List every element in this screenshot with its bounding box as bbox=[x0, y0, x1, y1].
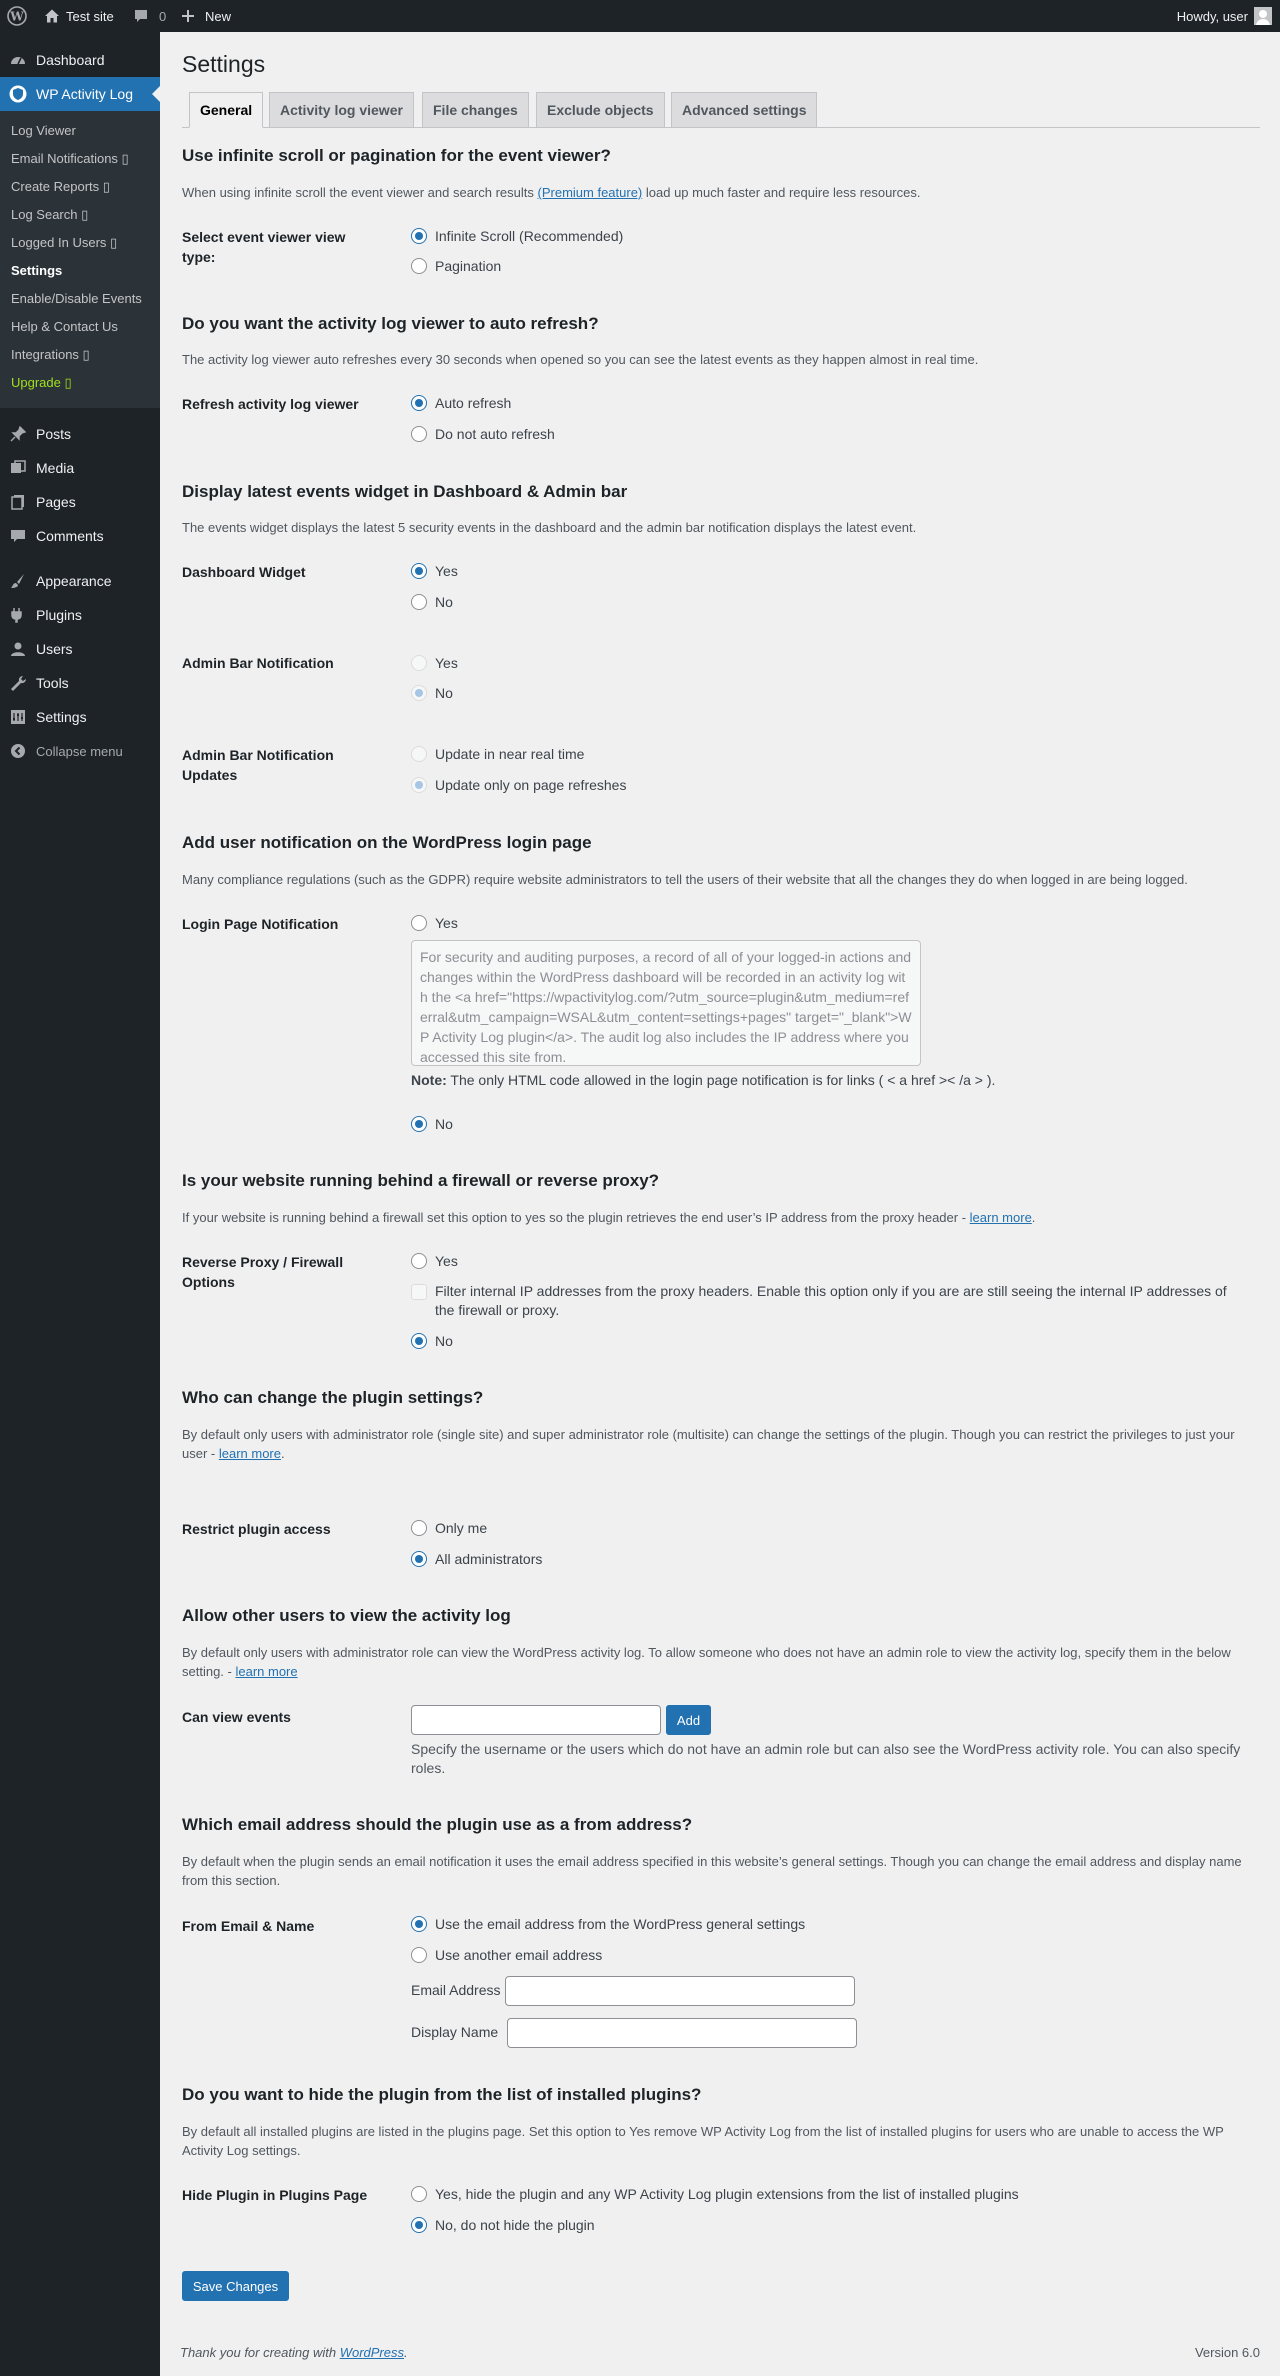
menu-tools[interactable] bbox=[0, 666, 160, 700]
radio-button[interactable] bbox=[411, 1253, 427, 1269]
menu-settings[interactable] bbox=[0, 700, 160, 734]
radio-button[interactable] bbox=[411, 594, 427, 610]
submenu-enable-disable-events[interactable]: Enable/Disable Events bbox=[11, 291, 142, 306]
option-all-administrators[interactable] bbox=[411, 1549, 542, 1569]
section-heading-login: Add user notification on the WordPress login page bbox=[182, 833, 592, 852]
add-user-button[interactable]: Add bbox=[666, 1705, 711, 1735]
option-label: All administrators bbox=[435, 1551, 543, 1567]
option-proxy-no[interactable] bbox=[411, 1331, 453, 1351]
menu-label: Settings bbox=[36, 709, 87, 725]
option-update-page-refresh bbox=[411, 775, 626, 795]
comments-count: 0 bbox=[159, 8, 167, 24]
tab-activity-log-viewer[interactable]: Activity log viewer bbox=[269, 92, 414, 128]
section-desc-login: Many compliance regulations (such as the GDPR) require website administrators to tell the users of their website that all the changes they do when logged in are being logged. bbox=[182, 872, 1188, 887]
new-content-link[interactable] bbox=[181, 0, 231, 32]
option-label: Do not auto refresh bbox=[435, 426, 555, 442]
option-only-me[interactable] bbox=[411, 1518, 487, 1538]
option-label: No bbox=[435, 685, 453, 701]
option-pagination[interactable] bbox=[411, 256, 501, 276]
label-from-email: From Email & Name bbox=[182, 1918, 315, 1934]
radio-button[interactable] bbox=[411, 426, 427, 442]
settings-icon bbox=[0, 708, 36, 726]
radio-button[interactable] bbox=[411, 1947, 427, 1963]
tab-advanced-settings[interactable]: Advanced settings bbox=[671, 92, 817, 128]
option-label: Infinite Scroll (Recommended) bbox=[435, 228, 624, 244]
radio-button bbox=[411, 746, 427, 762]
section-heading-refresh: Do you want the activity log viewer to auto refresh? bbox=[182, 314, 599, 333]
section-desc-proxy bbox=[182, 1208, 1242, 1227]
pin-icon bbox=[0, 425, 36, 443]
footer-version: Version 6.0 bbox=[1194, 2345, 1260, 2360]
option-another-email[interactable] bbox=[411, 1945, 602, 1965]
can-view-events-input[interactable] bbox=[411, 1705, 661, 1735]
desc-text: . bbox=[280, 1446, 285, 1461]
admin-bar bbox=[0, 0, 1280, 32]
collapse-menu-button[interactable] bbox=[0, 734, 160, 768]
section-desc-access bbox=[182, 1425, 1242, 1463]
desc-text: By default only users with administrator role can view the WordPress activity log. To allow someone who does not have an admin role to view the activity log, specify them in the below setting. - bbox=[182, 1645, 1231, 1679]
radio-button[interactable] bbox=[411, 1333, 427, 1349]
radio-button[interactable] bbox=[411, 1520, 427, 1536]
site-name-link[interactable] bbox=[44, 0, 114, 32]
note-text: The only HTML code allowed in the login page notification is for links ( < a href >< /a > ). bbox=[446, 1072, 996, 1088]
tab-general[interactable]: General bbox=[189, 92, 263, 128]
menu-label: Plugins bbox=[36, 607, 82, 623]
plus-icon bbox=[181, 9, 195, 23]
label-admin-bar-updates: Admin Bar Notification Updates bbox=[182, 747, 334, 783]
menu-label: Tools bbox=[36, 675, 69, 691]
menu-appearance[interactable] bbox=[0, 564, 160, 598]
menu-label: Dashboard bbox=[36, 52, 105, 68]
menu-label: Users bbox=[36, 641, 73, 657]
menu-label: Media bbox=[36, 460, 75, 476]
section-desc-view bbox=[182, 1643, 1242, 1681]
section-desc-email: By default when the plugin sends an email notification it uses the email address specified in this website’s general settings. Though you can change the email address and display name from this section. bbox=[182, 1854, 1242, 1888]
dashboard-icon bbox=[0, 51, 36, 69]
tab-file-changes[interactable]: File changes bbox=[422, 92, 529, 128]
option-label: Update only on page refreshes bbox=[435, 777, 627, 793]
option-dashboard-yes[interactable] bbox=[411, 561, 458, 581]
label-admin-bar-notification: Admin Bar Notification bbox=[182, 655, 334, 671]
menu-label: WP Activity Log bbox=[36, 86, 134, 102]
plug-icon bbox=[0, 606, 36, 624]
wrench-icon bbox=[0, 674, 36, 692]
radio-button[interactable] bbox=[411, 1551, 427, 1567]
menu-comments[interactable] bbox=[0, 519, 160, 553]
footer-text: Thank you for creating with bbox=[180, 2345, 340, 2360]
label-restrict-access: Restrict plugin access bbox=[182, 1521, 331, 1537]
home-icon bbox=[44, 8, 60, 24]
desc-text: . bbox=[1031, 1210, 1036, 1225]
email-address-label: Email Address bbox=[411, 1982, 501, 1998]
submenu-email-notifications[interactable]: Email Notifications ▯ bbox=[11, 151, 129, 166]
label-reverse-proxy: Reverse Proxy / Firewall Options bbox=[182, 1254, 344, 1290]
display-name-label: Display Name bbox=[411, 2024, 499, 2040]
email-address-input[interactable] bbox=[505, 1976, 855, 2006]
site-name-text: Test site bbox=[66, 8, 114, 24]
option-label: No bbox=[435, 594, 453, 610]
comments-link[interactable] bbox=[133, 0, 166, 32]
radio-button[interactable] bbox=[411, 1916, 427, 1932]
footer-text: . bbox=[404, 2345, 408, 2360]
login-notification-textarea: For security and auditing purposes, a record of all of your logged-in actions and changes within the WordPress dashboard will be recorded in an activity log with the <a href="https://wpactivitylog.com/?utm_source=plugin&utm_medium=referral&utm_campaign=WSAL&utm_content=settings+pages" target="_blank">WP Activity Log plugin</a>. The audit log also includes the IP address where you accessed this site from. bbox=[411, 940, 921, 1066]
save-changes-button[interactable]: Save Changes bbox=[182, 2271, 289, 2301]
option-dashboard-no[interactable] bbox=[411, 592, 453, 612]
radio-button[interactable] bbox=[411, 258, 427, 274]
menu-users[interactable] bbox=[0, 632, 160, 666]
section-heading-view: Allow other users to view the activity log bbox=[182, 1606, 511, 1625]
label-login-notification: Login Page Notification bbox=[182, 916, 339, 932]
collapse-arrow-icon bbox=[0, 743, 36, 759]
menu-label: Pages bbox=[36, 494, 76, 510]
radio-button[interactable] bbox=[411, 915, 427, 931]
desc-text: If your website is running behind a firewall set this option to yes so the plugin retrieves the end user’s IP address from the proxy header - bbox=[182, 1210, 970, 1225]
avatar bbox=[1254, 7, 1272, 25]
option-label: No, do not hide the plugin bbox=[435, 2217, 595, 2233]
radio-button[interactable] bbox=[411, 563, 427, 579]
section-desc-hide: By default all installed plugins are listed in the plugins page. Set this option to Yes remove WP Activity Log from the list of installed plugins for users who are unable to access the WP Activity Log settings. bbox=[182, 2124, 1224, 2158]
brush-icon bbox=[0, 572, 36, 590]
menu-media[interactable] bbox=[0, 451, 160, 485]
submenu-integrations[interactable]: Integrations ▯ bbox=[11, 347, 90, 362]
radio-button[interactable] bbox=[411, 395, 427, 411]
desc-text: When using infinite scroll the event viewer and search results bbox=[182, 185, 538, 200]
note-label: Note: bbox=[411, 1072, 447, 1088]
submenu-settings[interactable]: Settings bbox=[11, 263, 63, 278]
menu-plugins[interactable] bbox=[0, 598, 160, 632]
submenu-help-contact[interactable]: Help & Contact Us bbox=[11, 319, 118, 334]
option-label: Auto refresh bbox=[435, 395, 512, 411]
label-can-view-events: Can view events bbox=[182, 1709, 291, 1725]
option-label: Update in near real time bbox=[435, 746, 585, 762]
option-hide-plugin-yes[interactable] bbox=[411, 2184, 1019, 2204]
wordpress-logo-icon[interactable] bbox=[7, 0, 27, 32]
section-heading-hide: Do you want to hide the plugin from the list of installed plugins? bbox=[182, 2085, 702, 2104]
display-name-input[interactable] bbox=[507, 2018, 857, 2048]
option-label: No bbox=[435, 1333, 453, 1349]
footer-thanks bbox=[180, 2345, 408, 2360]
option-label: Yes bbox=[435, 655, 458, 671]
checkbox bbox=[411, 1284, 427, 1300]
submenu-create-reports[interactable]: Create Reports ▯ bbox=[11, 179, 110, 194]
page-title: Settings bbox=[182, 51, 266, 77]
option-auto-refresh[interactable] bbox=[411, 393, 511, 413]
section-heading-scroll: Use infinite scroll or pagination for the event viewer? bbox=[182, 146, 611, 165]
premium-feature-link[interactable]: (Premium feature) bbox=[537, 185, 643, 200]
activity-log-icon bbox=[0, 84, 36, 104]
menu-label: Posts bbox=[36, 426, 72, 442]
pages-icon bbox=[0, 493, 36, 511]
radio-button bbox=[411, 685, 427, 701]
option-proxy-yes[interactable] bbox=[411, 1251, 458, 1271]
access-learn-more-link[interactable]: learn more bbox=[218, 1446, 281, 1461]
comments-icon bbox=[0, 527, 36, 545]
my-account-link[interactable] bbox=[1177, 0, 1272, 32]
option-wp-general-email[interactable] bbox=[411, 1914, 805, 1934]
option-no-auto-refresh[interactable] bbox=[411, 424, 555, 444]
option-label: Yes bbox=[435, 1253, 458, 1269]
option-adminbar-yes bbox=[411, 653, 458, 673]
section-heading-email: Which email address should the plugin use as a from address? bbox=[182, 1815, 693, 1834]
option-label: Yes bbox=[435, 563, 458, 579]
option-label: Only me bbox=[435, 1520, 488, 1536]
option-adminbar-no bbox=[411, 683, 453, 703]
menu-label: Comments bbox=[36, 528, 104, 544]
collapse-label: Collapse menu bbox=[36, 743, 123, 759]
option-label: Use the email address from the WordPress general settings bbox=[435, 1916, 806, 1932]
label-view-type: Select event viewer view type: bbox=[182, 229, 346, 265]
users-icon bbox=[0, 640, 36, 658]
submenu-log-viewer[interactable]: Log Viewer bbox=[11, 123, 76, 138]
radio-button[interactable] bbox=[411, 228, 427, 244]
menu-pages[interactable] bbox=[0, 485, 160, 519]
section-heading-proxy: Is your website running behind a firewall or reverse proxy? bbox=[182, 1171, 660, 1190]
radio-button bbox=[411, 777, 427, 793]
submenu-logged-in-users[interactable]: Logged In Users ▯ bbox=[11, 235, 118, 250]
label-hide-plugin: Hide Plugin in Plugins Page bbox=[182, 2187, 368, 2203]
admin-sidebar bbox=[0, 32, 160, 2376]
section-desc-scroll bbox=[182, 183, 1242, 202]
wordpress-link[interactable]: WordPress bbox=[339, 2345, 404, 2360]
menu-label: Appearance bbox=[36, 573, 112, 589]
desc-text: By default only users with administrator role (single site) and super administrator role (multisite) can change the settings of the plugin. Though you can restrict the privileges to just your user - bbox=[182, 1427, 1235, 1461]
desc-text: load up much faster and require less resources. bbox=[642, 185, 921, 200]
can-view-help-text: Specify the username or the users which do not have an admin role but can also see the WordPress activity role. You can also specify roles. bbox=[411, 1741, 1241, 1776]
media-icon bbox=[0, 459, 36, 477]
radio-button bbox=[411, 655, 427, 671]
option-label: Yes, hide the plugin and any WP Activity Log plugin extensions from the list of installed plugins bbox=[435, 2186, 1019, 2202]
new-label: New bbox=[205, 8, 232, 24]
view-learn-more-link[interactable]: learn more bbox=[235, 1664, 298, 1679]
radio-button[interactable] bbox=[411, 1116, 427, 1132]
menu-dashboard[interactable] bbox=[0, 43, 160, 77]
option-update-realtime bbox=[411, 744, 584, 764]
comment-bubble-icon bbox=[133, 8, 149, 24]
option-label: No bbox=[435, 1116, 453, 1132]
login-html-note bbox=[411, 1072, 995, 1088]
howdy-text: Howdy, user bbox=[1176, 8, 1248, 24]
label-refresh: Refresh activity log viewer bbox=[182, 396, 359, 412]
option-infinite-scroll[interactable] bbox=[411, 226, 623, 246]
activity-log-submenu bbox=[0, 111, 160, 408]
option-label: Yes bbox=[435, 915, 458, 931]
proxy-learn-more-link[interactable]: learn more bbox=[969, 1210, 1032, 1225]
option-label: Pagination bbox=[435, 258, 502, 274]
submenu-upgrade[interactable]: Upgrade ▯ bbox=[11, 375, 72, 390]
radio-button[interactable] bbox=[411, 2186, 427, 2202]
option-filter-internal-ip bbox=[411, 1282, 1246, 1320]
submenu-log-search[interactable]: Log Search ▯ bbox=[11, 207, 89, 222]
svg-text:W: W bbox=[10, 9, 24, 24]
section-desc-refresh: The activity log viewer auto refreshes every 30 seconds when opened so you can see the latest events as they happen almost in real time. bbox=[182, 352, 979, 367]
label-dashboard-widget: Dashboard Widget bbox=[182, 564, 306, 580]
tab-exclude-objects[interactable]: Exclude objects bbox=[536, 92, 665, 128]
radio-button[interactable] bbox=[411, 2217, 427, 2233]
menu-wp-activity-log[interactable] bbox=[0, 77, 160, 111]
option-hide-plugin-no[interactable] bbox=[411, 2215, 595, 2235]
section-desc-widget: The events widget displays the latest 5 security events in the dashboard and the admin bar notification displays the latest event. bbox=[182, 520, 917, 535]
option-label: Filter internal IP addresses from the proxy headers. Enable this option only if you are are still seeing the internal IP addresses of the firewall or proxy. bbox=[435, 1283, 1227, 1318]
section-heading-access: Who can change the plugin settings? bbox=[182, 1388, 484, 1407]
option-login-no[interactable] bbox=[411, 1114, 453, 1134]
option-label: Use another email address bbox=[435, 1947, 603, 1963]
option-login-yes[interactable] bbox=[411, 913, 458, 933]
section-heading-widget: Display latest events widget in Dashboard & Admin bar bbox=[182, 482, 628, 501]
menu-posts[interactable] bbox=[0, 417, 160, 451]
